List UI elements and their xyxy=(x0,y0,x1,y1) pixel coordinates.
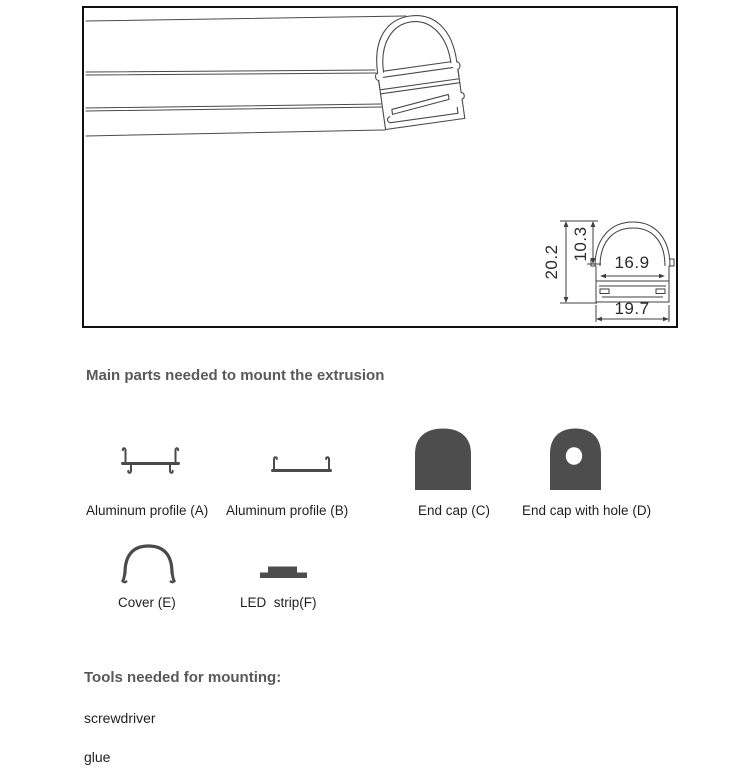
aluminum-profile-a-icon xyxy=(121,446,180,476)
dimension-dome-height: 10.3 xyxy=(571,226,590,262)
part-label-end-cap: End cap (C) xyxy=(418,503,491,518)
tool-item-screwdriver: screwdriver xyxy=(84,710,156,726)
dimension-base-width: 19.7 xyxy=(614,299,650,318)
extrusion-technical-drawing xyxy=(84,8,676,326)
cover-icon xyxy=(120,542,177,585)
tool-item-glue: glue xyxy=(84,749,111,765)
part-label-aluminum-profile-a: Aluminum profile (A) xyxy=(86,503,209,518)
parts-section-heading: Main parts needed to mount the extrusion xyxy=(86,367,385,384)
aluminum-profile-b-icon xyxy=(271,455,332,475)
end-cap-with-hole-icon xyxy=(548,427,603,490)
dimension-total-height: 20.2 xyxy=(542,244,561,280)
part-label-led-strip: LED strip(F) xyxy=(240,595,317,610)
led-strip-icon xyxy=(260,566,307,578)
extrusion-diagram-box xyxy=(82,6,678,328)
extrusion-end-section xyxy=(368,10,468,130)
dimension-inner-width: 16.9 xyxy=(614,253,650,272)
part-label-aluminum-profile-b: Aluminum profile (B) xyxy=(226,503,349,518)
end-cap-icon xyxy=(413,427,473,490)
part-label-end-cap-with-hole: End cap with hole (D) xyxy=(522,503,652,518)
tools-section-heading: Tools needed for mounting: xyxy=(84,669,282,686)
part-label-cover: Cover (E) xyxy=(118,595,176,610)
